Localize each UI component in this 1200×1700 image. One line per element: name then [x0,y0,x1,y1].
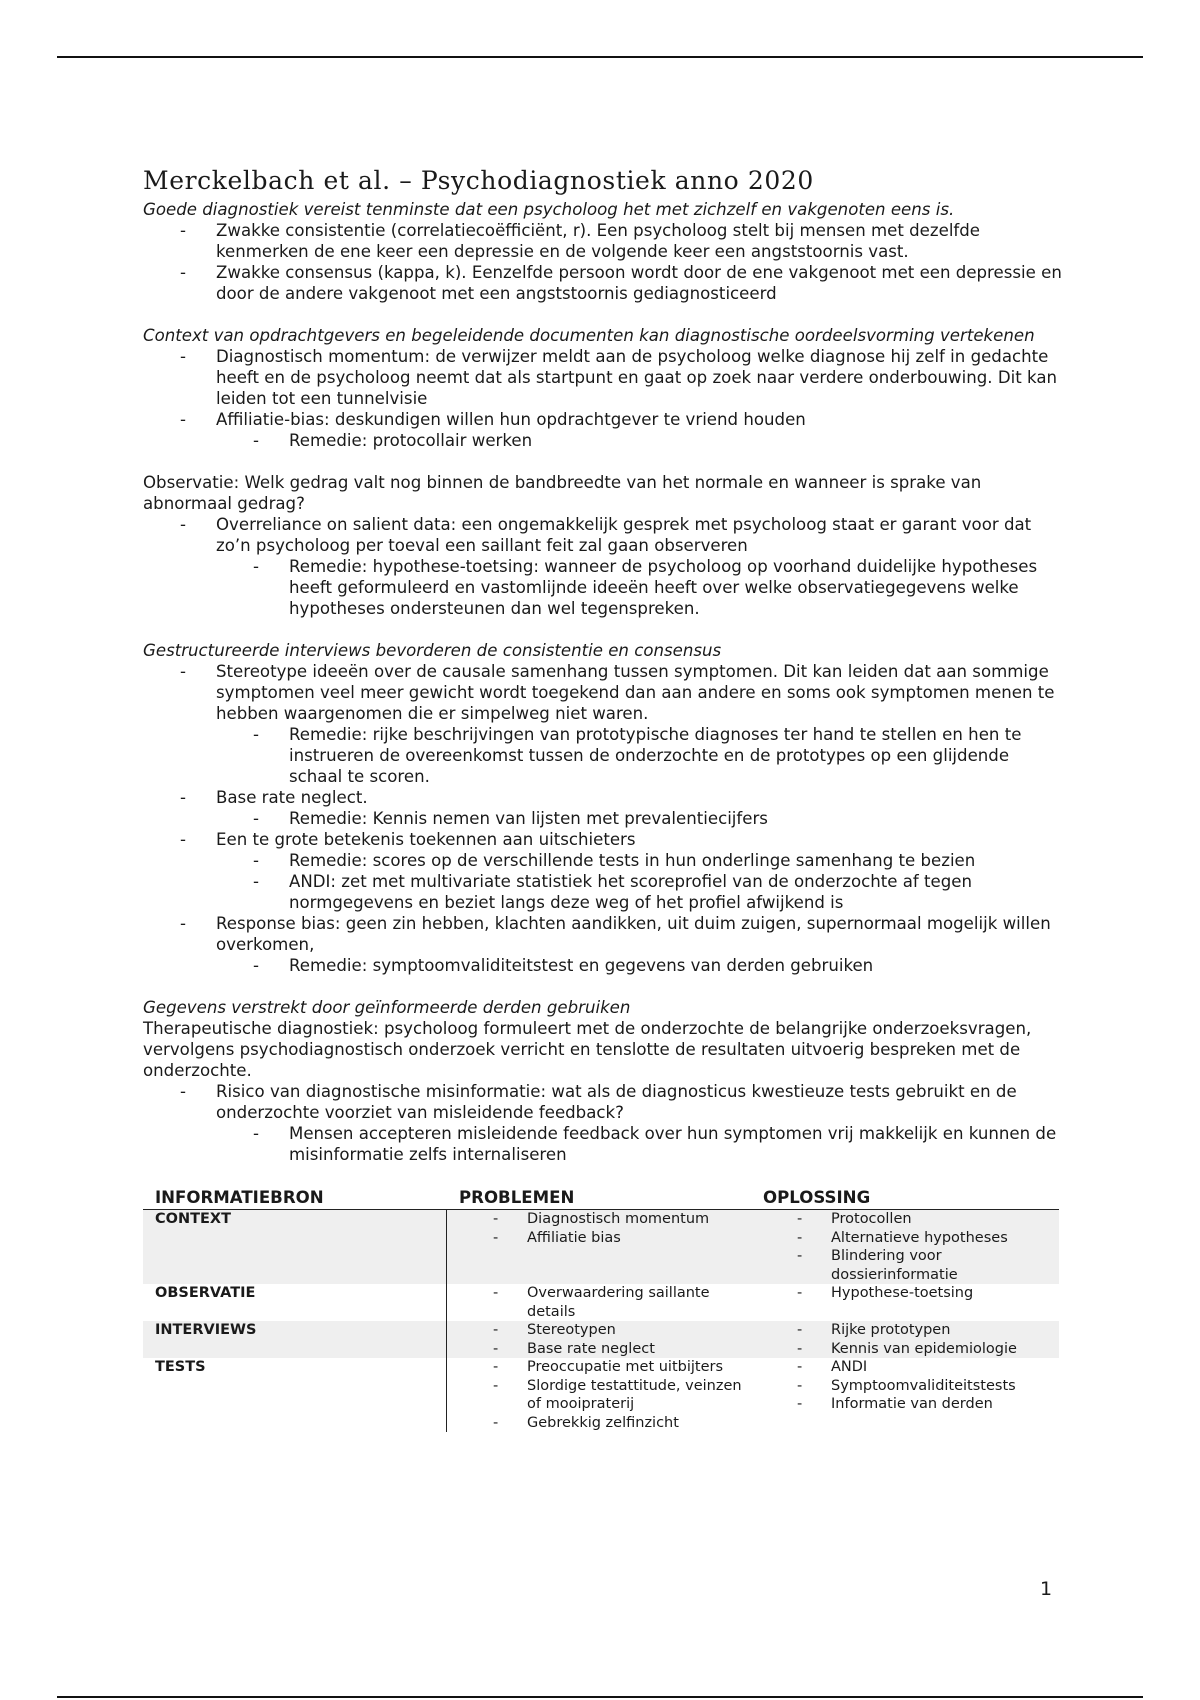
list-item [143,262,1063,304]
row-source: INTERVIEWS [143,1321,447,1358]
list-item [143,913,1063,955]
solution-text: Blindering voor dossierinformatie [831,1248,958,1283]
dash-bullet: - [180,515,186,534]
dash-bullet: - [493,1359,499,1375]
problem-item [447,1229,751,1248]
problem-item [447,1358,751,1377]
section-heading: Goede diagnostiek vereist tenminste dat een psycholoog het met zichzelf en vakgenoten eens is. [143,200,955,219]
list-item-text: Remedie: rijke beschrijvingen van prototypische diagnoses ter hand te stellen en hen te instrueren de overeenkomst tussen de onderzochte en de prototypes op een glijdende schaal te scoren. [289,725,1022,786]
problem-text: Affiliatie bias [527,1229,621,1246]
solution-text: Alternatieve hypotheses [831,1229,1008,1246]
list-item-text: Overreliance on salient data: een ongemakkelijk gesprek met psycholoog staat er garant voor dat zo’n psycholoog per toeval een saillant feit zal gaan observeren [216,515,1032,555]
list-item [143,514,1063,556]
dash-bullet: - [180,662,186,681]
page-number: 1 [1040,1578,1053,1600]
row-problems [447,1358,751,1432]
problem-item [447,1377,751,1414]
row-solutions [751,1358,1059,1432]
table-row [143,1210,1059,1284]
row-source: TESTS [143,1358,447,1432]
dash-bullet: - [253,809,259,828]
list-item-text: Zwakke consistentie (correlatiecoëfficiënt, r). Een psycholoog stelt bij mensen met dezelfde kenmerken de ene keer een depressie en de volgende keer een angststoornis vast. [216,221,981,261]
bullet-list [143,514,1063,619]
dash-bullet: - [253,725,259,744]
dash-bullet: - [797,1229,803,1246]
list-item [143,409,1063,430]
solution-item [751,1395,1059,1414]
dash-bullet: - [493,1211,499,1227]
section-heading: Context van opdrachtgevers en begeleidende documenten kan diagnostische oordeelsvorming vertekenen [143,326,1035,345]
row-solutions [751,1284,1059,1321]
list-item [143,346,1063,409]
list-item [143,829,1063,850]
bullet-list [143,1081,1063,1165]
table-header [143,1187,1059,1210]
section-consistency [143,199,1063,304]
solution-text: Kennis van epidemiologie [831,1340,1017,1357]
dash-bullet: - [180,221,186,240]
row-problems [447,1210,751,1284]
row-source: CONTEXT [143,1210,447,1284]
dash-bullet: - [180,914,186,933]
dash-bullet: - [797,1359,803,1375]
header-informatiebron: INFORMATIEBRON [155,1188,324,1207]
footer-rule [57,1696,1143,1698]
dash-bullet: - [493,1377,499,1394]
problem-item [447,1321,751,1340]
bullet-list [143,661,1063,976]
section-heading: Gegevens verstrekt door geïnformeerde derden gebruiken [143,998,631,1017]
row-solutions [751,1210,1059,1284]
problem-text: Stereotypen [527,1322,616,1338]
list-item-text: Zwakke consensus (kappa, k). Eenzelfde persoon wordt door de ene vakgenoot met een depressie en door de andere vakgenoot met een angststoornis gediagnosticeerd [216,263,1062,303]
list-item-text: Een te grote betekenis toekennen aan uitschieters [216,830,636,849]
list-item [143,661,1063,724]
problem-text: Diagnostisch momentum [527,1211,710,1227]
dash-bullet: - [797,1248,803,1264]
list-item [143,220,1063,262]
list-item-text: Affiliatie-bias: deskundigen willen hun opdrachtgever te vriend houden [216,410,806,429]
sub-list-item [143,430,1063,451]
bullet-list [143,346,1063,451]
solution-item [751,1358,1059,1377]
section-paragraph: Therapeutische diagnostiek: psycholoog formuleert met de onderzochte de belangrijke onderzoeksvragen, vervolgens psychodiagnostisch onderzoek verricht en tenslotte de resultaten uitvoerig bespreken met de onderzochte. [143,1019,1032,1080]
row-problems [447,1284,751,1321]
page-title: Merckelbach et al. – Psychodiagnostiek anno 2020 [143,166,814,195]
section-interviews [143,640,1063,976]
summary-table [143,1187,1059,1432]
dash-bullet: - [797,1340,803,1357]
problem-text: Overwaardering saillante details [527,1285,710,1320]
sub-list-item [143,871,1063,913]
problem-text: Gebrekkig zelfinzicht [527,1414,679,1431]
list-item-text: Risico van diagnostische misinformatie: wat als de diagnosticus kwestieuze tests gebruikt en de onderzochte voorziet van misleidende feedback? [216,1082,1017,1122]
problem-item [447,1414,751,1433]
dash-bullet: - [253,557,259,576]
list-item-text: Response bias: geen zin hebben, klachten aandikken, uit duim zuigen, supernormaal mogelijk willen overkomen, [216,914,1051,954]
problem-text: Preoccupatie met uitbijters [527,1359,724,1375]
list-item-text: Mensen accepteren misleidende feedback over hun symptomen vrij makkelijk en kunnen de misinformatie zelfs internaliseren [289,1124,1057,1164]
sub-list-item [143,808,1063,829]
solution-text: Rijke prototypen [831,1322,951,1338]
dash-bullet: - [797,1211,803,1227]
header-rule [57,56,1143,58]
list-item-text: Remedie: protocollair werken [289,431,533,450]
problem-text: Slordige testattitude, veinzen of mooipraterij [527,1377,742,1412]
row-source: OBSERVATIE [143,1284,447,1321]
solution-text: Symptoomvaliditeitstests [831,1377,1016,1394]
table-row [143,1358,1059,1432]
section-heading: Gestructureerde interviews bevorderen de consistentie en consensus [143,641,722,660]
dash-bullet: - [493,1285,499,1301]
dash-bullet: - [493,1229,499,1246]
dash-bullet: - [180,263,186,282]
row-solutions [751,1321,1059,1358]
list-item [143,1081,1063,1123]
list-item-text: Remedie: scores op de verschillende tests in hun onderlinge samenhang te bezien [289,851,976,870]
section-heading: Observatie: Welk gedrag valt nog binnen de bandbreedte van het normale en wanneer is sprake van abnormaal gedrag? [143,473,982,513]
solution-item [751,1210,1059,1229]
solution-item [751,1377,1059,1396]
header-oplossing: OPLOSSING [763,1188,871,1207]
dash-bullet: - [797,1377,803,1394]
dash-bullet: - [253,956,259,975]
section-context [143,325,1063,451]
dash-bullet: - [180,788,186,807]
dash-bullet: - [493,1414,499,1431]
dash-bullet: - [253,872,259,891]
dash-bullet: - [253,431,259,450]
dash-bullet: - [797,1396,803,1412]
problem-item [447,1340,751,1359]
list-item-text: Stereotype ideeën over de causale samenhang tussen symptomen. Dit kan leiden dat aan sommige symptomen veel meer gewicht wordt toegekend dan aan andere en soms ook symptomen menen te hebben waargenomen die er simpelweg niet waren. [216,662,1055,723]
solution-text: Hypothese-toetsing [831,1285,974,1301]
problem-item [447,1284,751,1321]
table-row [143,1284,1059,1321]
bullet-list [143,220,1063,304]
list-item-text: Diagnostisch momentum: de verwijzer meldt aan de psycholoog welke diagnose hij zelf in gedachte heeft en de psycholoog neemt dat als startpunt en gaat op zoek naar verdere onderbouwing. Dit kan leiden tot een tunnelvisie [216,347,1058,408]
solution-text: Protocollen [831,1211,912,1227]
solution-text: ANDI [831,1359,868,1375]
problem-item [447,1210,751,1229]
sub-list-item [143,1123,1063,1165]
solution-item [751,1321,1059,1340]
row-problems [447,1321,751,1358]
problem-text: Base rate neglect [527,1340,655,1357]
solution-item [751,1247,1059,1284]
list-item-text: Remedie: symptoomvaliditeitstest en gegevens van derden gebruiken [289,956,874,975]
sub-list-item [143,556,1063,619]
list-item-text: Base rate neglect. [216,788,368,807]
dash-bullet: - [797,1322,803,1338]
header-problemen: PROBLEMEN [459,1188,575,1207]
dash-bullet: - [180,1082,186,1101]
solution-item [751,1284,1059,1303]
list-item-text: ANDI: zet met multivariate statistiek het scoreprofiel van de onderzochte af tegen normgegevens en beziet langs deze weg of het profiel afwijkend is [289,872,973,912]
dash-bullet: - [180,347,186,366]
solution-text: Informatie van derden [831,1396,993,1412]
dash-bullet: - [253,851,259,870]
sub-list-item [143,955,1063,976]
list-item-text: Remedie: Kennis nemen van lijsten met prevalentiecijfers [289,809,768,828]
dash-bullet: - [180,410,186,429]
section-third-parties [143,997,1063,1165]
list-item [143,787,1063,808]
sub-list-item [143,724,1063,787]
dash-bullet: - [253,1124,259,1143]
sub-list-item [143,850,1063,871]
section-observation [143,472,1063,619]
table-row [143,1321,1059,1358]
dash-bullet: - [493,1322,499,1338]
dash-bullet: - [180,830,186,849]
dash-bullet: - [493,1340,499,1357]
solution-item [751,1229,1059,1248]
list-item-text: Remedie: hypothese-toetsing: wanneer de psycholoog op voorhand duidelijke hypotheses heeft geformuleerd en vastomlijnde ideeën heeft over welke observatiegegevens welke hypotheses ondersteunen dan wel tegenspreken. [289,557,1038,618]
document-body [143,165,1063,1432]
solution-item [751,1340,1059,1359]
dash-bullet: - [797,1285,803,1301]
